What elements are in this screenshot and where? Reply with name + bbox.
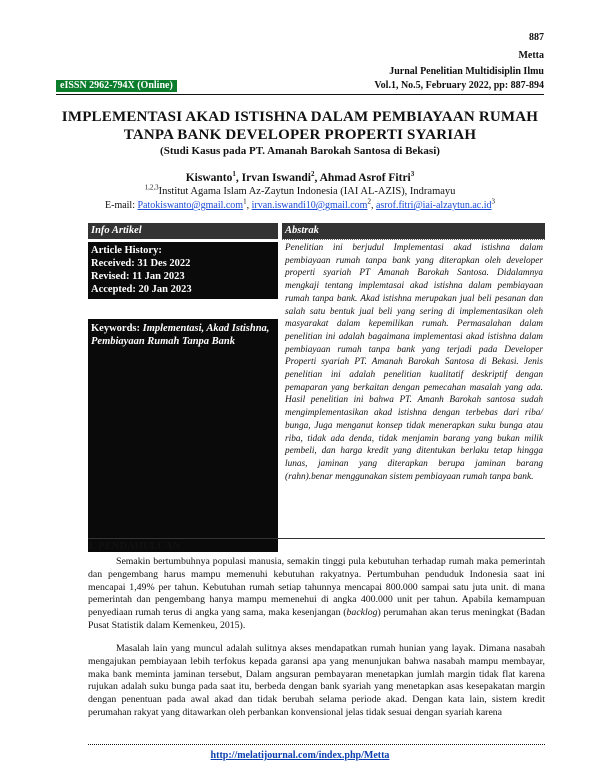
affiliation-text: Institut Agama Islam Az-Zaytun Indonesia (IAI AL-AZIS), Indramayu [158, 186, 456, 197]
journal-url-link[interactable]: http://melatijournal.com/index.php/Metta [210, 750, 390, 761]
paragraph-1 [88, 556, 545, 633]
affiliation [56, 183, 544, 197]
section-title: 1. PENDAHULUAN [88, 541, 181, 552]
issn-row [56, 80, 544, 92]
paragraph-2 [88, 643, 545, 720]
abstract-text: Penelitian ini berjudul Implementasi akad istishna dalam pembiayaan rumah tanpa bank yang diterapkan oleh developer properti syariah PT Amanah Barokah Santosa. Didalamnya mengkaji tentang implemtasai akad istishna dalam pembiayaan rumah tanpa bank. Akad istishna merupakan jual beli pesanan dan salah satu bentuk jual beli yang sering di implementasikan oleh masyarakat dalam kepemilikan rumah. Permasalahan dalam penelitian ini adalah bagaimana implementasi akad istishna dalam pembiayaan rumah tanpa bank yang terjadi pada Developer Properti syariah PT. Amanah Barokah Santosa di Bekasi. Jenis penelitian ini adalah penelitian kualitatif deskriptif dengan pemaparan yang berkaitan dengan pemecahan masalah yang ada. Hasil penelitian ini bahwa PT. Amanh Barokah santosa sudah mengimplementasikan akad istishna dengan terbebas dari riba/ bunga, Juga menganut konsep tidak menerapkan suku bunga atau riba, tidak ada denda, tidak menjamin barang yang bukan milik pembeli, dan harga kredit yang ditentukan berlaku tetap hingga lunas, jaminan yang diterapkan berupa jaminan barang (rahn).benar menggunakan sistem pembiayaan rumah tanpa bank. [282, 239, 545, 483]
email-sup: 2 [367, 197, 371, 206]
email-sup: 1 [243, 197, 247, 206]
article-info-heading: Info Artikel [88, 223, 278, 239]
issn-badge: eISSN 2962-794X (Online) [56, 80, 177, 92]
paragraph-1-end: ) perumahan akan terus meningkat (Badan Pusat Statistik dalam Kemenkeu, 2015). [88, 607, 545, 631]
footer-divider [88, 744, 545, 745]
author-sup: 2 [310, 170, 315, 179]
article-info-panel [88, 223, 278, 552]
volume-info: Vol.1, No.5, February 2022, pp: 887-894 [374, 80, 544, 91]
email-link-3[interactable]: asrof.fitri@iai-alzaytun.ac.id [375, 200, 492, 211]
journal-full-name: Jurnal Penelitian Multidisiplin Ilmu [389, 66, 544, 77]
paper-title [56, 108, 544, 144]
abstract-panel [282, 223, 545, 483]
title-line-1: IMPLEMENTASI AKAD ISTISHNA DALAM PEMBIAYAAN RUMAH [61, 109, 539, 125]
abstract-heading: Abstrak [282, 223, 545, 239]
keywords-box [88, 319, 278, 552]
footer [56, 750, 544, 761]
received-date: Received: 31 Des 2022 [91, 258, 191, 269]
header-divider [56, 94, 544, 95]
email-link-1[interactable]: Patokiswanto@gmail.com [137, 200, 244, 211]
revised-date: Revised: 11 Jan 2023 [91, 271, 185, 282]
history-label: Article History: [91, 245, 162, 256]
affiliation-sup: 1,2,3 [144, 183, 159, 192]
email-label: E-mail: [105, 200, 138, 211]
paragraph-1-start: Semakin bertumbuhnya populasi manusia, semakin tinggi pula kebutuhan terhadap rumah maka pemerintah dan pengembang harus mampu memenuhi kebutuhan rakyatnya. Pertumbuhan penduduk Indonesia saat ini mencapai 1,49% per tahun. Kebutuhan rumah setiap tahunnya mencapai 800.000 sampai satu juta unit. di mana pemerintah dan pengembang hanya mampu memenehui di angka 400.000 unit per tahun. Apabila kemampuan penyediaan rumah terus di angka yang sama, maka kesenjangan ( [88, 556, 545, 619]
author-name: Kiswanto [185, 172, 233, 184]
journal-short-name: Metta [518, 50, 544, 61]
paragraph-2-text: Masalah lain yang muncul adalah sulitnya akses mendapatkan rumah hunian yang layak. Dimana nasabah mengajukan pembiayaan lebih terfokus kepada garansi apa yang menunjukan bahwa nasabah mampu membayar, maka bank meminta jaminan tersebut, Dalam angsuran pembayaran menetapkan jumlah margin tidak flat karena rujukan adalah suku bunga pada saat itu, berbeda dengan bank syariah yang menetapkan asas kesepakatan margin dengan penentuan pada awal akad dan tidak berubah selama periode akad. Dengan kata lain, sistem kredit perumahan rakyat yang ditawarkan oleh perbankan konvensional jelas tidak sesuai dengan syariah karena [88, 643, 545, 718]
email-link-2[interactable]: irvan.iswandi10@gmail.com [251, 200, 368, 211]
paragraph-1-term: backlog [346, 607, 378, 619]
author-sup: 3 [410, 170, 415, 179]
author-name: Ahmad Asrof Fitri [319, 172, 411, 184]
email-line: E-mail: Patokiswanto@gmail.com$^1$, irvan.iswandi10@gmail.com$^2$, $asrof.fitri@iai-alzaytun.ac.id^3$ [105, 197, 495, 211]
email-sup: 3 [491, 197, 495, 206]
keywords-label: Keywords: [91, 323, 143, 334]
paper-subtitle: (Studi Kasus pada PT. Amanah Barokah Santosa di Bekasi) [160, 145, 440, 157]
author-sup: 1 [232, 170, 236, 179]
accepted-date: Accepted: 20 Jan 2023 [91, 284, 192, 295]
title-line-2: TANPA BANK DEVELOPER PROPERTI SYARIAH [123, 127, 477, 143]
author-list: Kiswanto$^1$, Irvan Iswandi$^2$, Ahmad Asrof Fitri$^3$ [185, 170, 415, 184]
keywords-text: Implementasi, Akad Istishna, Pembiayaan Rumah Tanpa Bank [91, 323, 270, 347]
abstract-divider [88, 538, 545, 539]
author-name: Irvan Iswandi [241, 172, 311, 184]
page-number: 887 [529, 32, 544, 43]
article-history [88, 242, 278, 299]
